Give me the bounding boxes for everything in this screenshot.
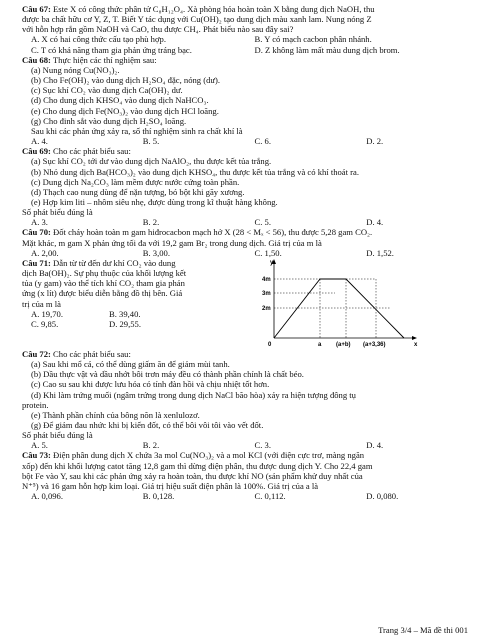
question-text: với hỗn hợp rắn gồm NaOH và CaO, thu được CH₄. Phát biểu nào sau đây sai? (22, 24, 294, 35)
question-text: ứng (x lít) được biểu diễn bằng đồ thị bên. Giá (22, 288, 183, 299)
option-a[interactable]: A. 3. (31, 217, 48, 228)
x-tick-label: a (318, 341, 322, 348)
option-d[interactable]: D. 4. (366, 440, 384, 451)
origin-label: 0 (268, 341, 272, 348)
statement-item: (e) Hợp kim liti – nhôm siêu nhẹ, được dùng trong kĩ thuật hàng không. (31, 196, 278, 207)
option-b[interactable]: B. 3,00. (142, 247, 170, 258)
question-number: Câu 72: (22, 348, 51, 359)
option-b[interactable]: B. 2. (142, 217, 160, 228)
y-tick-label: 2m (262, 305, 271, 312)
option-d[interactable]: D. 2. (366, 136, 384, 147)
question-73 (22, 450, 478, 501)
question-number: Câu 73: (22, 450, 51, 461)
question-text: N⁺⁵) và 16 gam hỗn hợp kim loại. Giá trị hiệu suất điện phân là 100%. Giá trị của a là (22, 480, 319, 491)
answer-options (22, 319, 258, 329)
question-text: Cho các phát biểu sau: (53, 146, 131, 157)
option-c[interactable]: C. 3. (254, 440, 271, 451)
question-text: Số phát biểu đúng là (22, 207, 93, 218)
question-71 (22, 258, 478, 349)
option-c[interactable]: C. 5. (254, 217, 271, 228)
question-number: Câu 70: (22, 227, 51, 238)
y-tick-label: 4m (262, 276, 271, 283)
question-text: được ba chất hữu cơ Y, Z, T. Biết Y tác dụng với Cu(OH)₂ tạo dung dịch màu xanh lam. Nung nóng Z (22, 14, 372, 25)
answer-options (22, 248, 478, 258)
question-number: Câu 71: (22, 257, 51, 268)
option-a[interactable]: A. 2,00. (31, 247, 59, 258)
question-69 (22, 146, 478, 227)
question-number: Câu 69: (22, 146, 51, 157)
option-b[interactable]: B. 2. (142, 440, 160, 451)
statement-item: protein. (22, 399, 49, 410)
exam-page (22, 4, 478, 501)
question-text: Sau khi các phản ứng xảy ra, số thí nghiệm sinh ra chất khí là (31, 125, 243, 136)
question-text: trị của m là (22, 298, 61, 309)
statement-item: (g) Cho đinh sắt vào dung dịch H₂SO₄ loãng. (31, 115, 187, 126)
answer-options (22, 440, 478, 450)
option-d[interactable]: D. 4. (366, 217, 384, 228)
question-text: Este X có công thức phân tử C₈H₁₂O₄. Xà phòng hóa hoàn toàn X bằng dung dịch NaOH, thu (53, 4, 375, 14)
answer-options (22, 136, 478, 146)
statement-item: (e) Thành phần chính của bông nõn là xenlulozơ. (31, 409, 200, 420)
option-d[interactable]: D. 0,080. (366, 491, 399, 502)
statement-item: (a) Sục khí CO₂ tới dư vào dung dịch NaAlO₂, thu được kết tủa trắng. (31, 156, 272, 167)
statement-item: (c) Cao su sau khi được lưu hóa có tính đàn hồi và chịu nhiệt tốt hơn. (31, 379, 270, 390)
option-b[interactable]: B. Y có mạch cacbon phân nhánh. (254, 34, 372, 45)
statement-item: (a) Nung nóng Cu(NO₃)₂. (31, 64, 120, 75)
option-c[interactable]: C. T có khả năng tham gia phản ứng tráng bạc. (31, 44, 192, 55)
question-67 (22, 4, 478, 55)
answer-options (22, 217, 478, 227)
statement-item: (d) Khi làm trứng muối (ngâm trứng trong dung dịch NaCl bão hòa) xảy ra hiện tượng đông tụ (31, 389, 356, 400)
statement-item: (b) Cho Fe(OH)₂ vào dung dịch H₂SO₄ đặc, nóng (dư). (31, 75, 221, 86)
question-text: bột Fe vào Y, sau khi các phản ứng xảy ra hoàn toàn, thu được khí NO (sản phẩm khử duy nhất của (22, 470, 363, 481)
option-a[interactable]: A. 0,096. (31, 491, 63, 502)
answer-options (22, 34, 478, 44)
option-c[interactable]: C. 9,85. (31, 318, 59, 329)
question-number: Câu 68: (22, 54, 51, 65)
option-b[interactable]: B. 39,40. (109, 308, 141, 319)
question-text: xốp) đến khi khối lượng catot tăng 12,8 gam thì dừng điện phân, thu được dung dịch Y. Cho 22,4 gam (22, 460, 373, 471)
statement-item: (b) Nhỏ dung dịch Ba(HCO₃)₂ vào dung dịch KHSO₄, thu được kết tủa trắng và có khí thoát ra. (31, 166, 359, 177)
answer-options (22, 309, 258, 319)
question-70 (22, 227, 478, 257)
option-c[interactable]: C. 1,50. (254, 247, 282, 258)
precipitate-graph (262, 258, 422, 349)
answer-options (22, 45, 478, 55)
x-axis-label: x (414, 341, 418, 348)
option-d[interactable]: D. 29,55. (109, 318, 141, 329)
statement-item: (e) Cho dung dịch Fe(NO₃)₂ vào dung dịch HCl loãng. (31, 105, 219, 116)
answer-options (22, 491, 478, 501)
option-a[interactable]: A. 5. (31, 440, 48, 451)
option-b[interactable]: B. 5. (142, 136, 160, 147)
page-footer: Trang 3/4 – Mã đề thi 001 (378, 625, 468, 635)
question-text: Số phát biểu đúng là (22, 430, 93, 441)
question-72 (22, 349, 478, 451)
question-text: Đốt cháy hoàn toàn m gam hiđrocacbon mạch hở X (28 < Mₓ < 56), thu được 5,28 gam CO₂. (53, 227, 373, 238)
statement-item: (c) Dung dịch Na₂CO₃ làm mềm được nước cứng toàn phần. (31, 176, 240, 187)
question-68 (22, 55, 478, 146)
option-d[interactable]: D. Z không làm mất màu dung dịch brom. (254, 44, 400, 55)
question-text: Thực hiện các thí nghiệm sau: (52, 54, 157, 65)
precipitate-curve (274, 279, 404, 338)
option-c[interactable]: C. 6. (254, 136, 271, 147)
question-text: Dẫn từ từ đến dư khí CO₂ vào dung (53, 257, 176, 268)
graph-svg (262, 258, 422, 349)
question-text: Cho các phát biểu sau: (53, 348, 131, 359)
question-71-text-block (22, 258, 258, 329)
option-d[interactable]: D. 1,52. (366, 247, 394, 258)
statement-item: (c) Sục khí CO₂ vào dung dịch Ca(OH)₂ dư. (31, 85, 183, 96)
question-text: dịch Ba(OH)₂. Sự phụ thuộc của khối lượng kết (22, 268, 187, 279)
option-a[interactable]: A. 19,70. (31, 308, 63, 319)
statement-item: (a) Sau khi mổ cá, có thể dùng giấm ăn để giảm mùi tanh. (31, 359, 230, 370)
option-c[interactable]: C. 0,112. (254, 491, 286, 502)
statement-item: (d) Thạch cao nung dùng để nặn tượng, bó bột khi gãy xương. (31, 186, 245, 197)
question-number: Câu 67: (22, 4, 51, 14)
question-text: Điện phân dung dịch X chứa 3a mol Cu(NO₃)₂ và a mol KCl (với điện cực trơ, màng ngăn (53, 450, 365, 461)
statement-item: (b) Dầu thực vật và dầu nhớt bôi trơn máy đều có thành phần chính là chất béo. (31, 369, 304, 380)
option-a[interactable]: A. X có hai công thức cấu tạo phù hợp. (31, 34, 166, 45)
option-a[interactable]: A. 4. (31, 136, 48, 147)
x-axis-arrow-icon (412, 336, 417, 340)
question-text: tủa (y gam) vào thể tích khí CO₂ tham gia phản (22, 278, 185, 289)
y-axis-label: y (270, 259, 274, 266)
x-tick-label: (a+3,36) (363, 341, 386, 348)
question-text: Mặt khác, m gam X phản ứng tối đa với 19,2 gam Br₂ trong dung dịch. Giá trị của m là (22, 237, 322, 248)
option-b[interactable]: B. 0,128. (142, 491, 175, 502)
x-tick-label: (a+b) (336, 341, 351, 348)
y-tick-label: 3m (262, 290, 271, 297)
statement-item: (d) Cho dung dịch KHSO₄ vào dung dịch NaHCO₃. (31, 95, 209, 106)
statement-item: (g) Để giảm đau nhức khi bị kiến đốt, có thể bôi vôi tôi vào vết đốt. (31, 420, 264, 430)
